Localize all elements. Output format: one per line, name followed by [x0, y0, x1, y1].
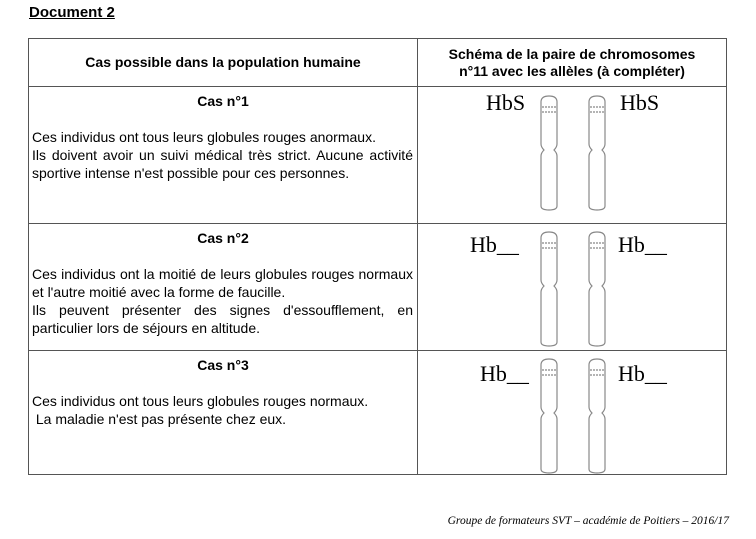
table-header-row [29, 39, 727, 87]
case-title: Cas n°1 [197, 93, 249, 109]
allele-input-right[interactable]: Hb__ [618, 361, 667, 386]
chromosome-icon [536, 94, 562, 212]
document-title: Document 2 [29, 4, 115, 21]
chromosome-icon [584, 357, 610, 475]
header-schema [418, 39, 727, 87]
case-cell [29, 87, 418, 224]
allele-left: HbS [486, 90, 526, 115]
cases-table [28, 38, 727, 475]
allele-right: HbS [620, 90, 660, 115]
case-text: Ces individus ont tous leurs globules rouges normaux. La maladie n'est pas présente chez eux. [32, 393, 369, 427]
header-schema-line1: Schéma de la paire de chromosomes [448, 45, 696, 62]
chromosome-cell [418, 351, 727, 475]
case-title: Cas n°3 [197, 357, 249, 373]
table-row [29, 224, 727, 351]
table-row [29, 351, 727, 475]
allele-input-right[interactable]: Hb__ [618, 232, 667, 257]
chromosome-icon [536, 230, 562, 348]
chromosome-cell [418, 224, 727, 351]
footer-credit: Groupe de formateurs SVT – académie de Poitiers – 2016/17 [447, 515, 729, 527]
chromosome-icon [536, 357, 562, 475]
case-title: Cas n°2 [197, 230, 249, 246]
header-schema-line2: n°11 avec les allèles (à compléter) [459, 62, 685, 79]
case-cell [29, 224, 418, 351]
case-text: Ces individus ont la moitié de leurs globules rouges normaux et l'autre moitié avec la forme de faucille. Ils peuvent présenter des signes d'essoufflement, en particulier lors de séjours en altitude. [32, 266, 413, 336]
case-cell [29, 351, 418, 475]
table-row [29, 87, 727, 224]
allele-input-left[interactable]: Hb__ [470, 232, 519, 257]
header-cases: Cas possible dans la population humaine [29, 39, 418, 87]
chromosome-icon [584, 230, 610, 348]
chromosome-cell [418, 87, 727, 224]
chromosome-icon [584, 94, 610, 212]
allele-input-left[interactable]: Hb__ [480, 361, 529, 386]
case-text: Ces individus ont tous leurs globules rouges anormaux. Ils doivent avoir un suivi médical très strict. Aucune activité sportive intense n'est possible pour ces personnes. [32, 129, 413, 181]
